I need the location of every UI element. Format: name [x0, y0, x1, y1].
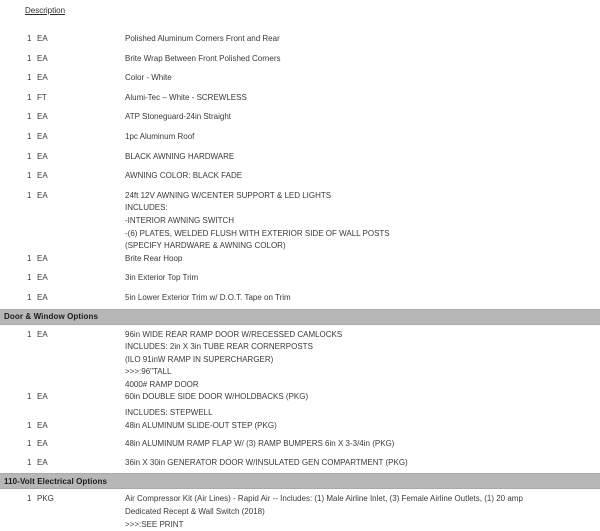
line-item — [0, 493, 600, 531]
item-quantity: 1 — [27, 420, 32, 430]
item-description — [125, 72, 600, 85]
document-header — [0, 4, 600, 33]
item-description — [125, 253, 600, 266]
item-unit: EA — [37, 73, 48, 83]
item-description-line: AWNING COLOR: BLACK FADE — [125, 171, 243, 181]
item-quantity: 1 — [27, 273, 32, 283]
item-description-line: (SPECIFY HARDWARE & AWNING COLOR) — [125, 241, 286, 251]
line-item — [0, 72, 600, 85]
item-description-line: 48in ALUMINUM SLIDE-OUT STEP (PKG) — [125, 420, 277, 430]
item-description-line: 4000# RAMP DOOR — [125, 379, 199, 389]
item-quantity: 1 — [27, 457, 32, 467]
line-item — [0, 131, 600, 144]
description-column-header: Description — [25, 6, 66, 15]
section-base-options — [0, 33, 600, 305]
line-item — [0, 151, 600, 164]
item-unit: EA — [37, 329, 48, 339]
item-unit: EA — [37, 131, 48, 141]
item-quantity: 1 — [27, 131, 32, 141]
item-description-line: -(6) PLATES, WELDED FLUSH WITH EXTERIOR SIDE OF WALL POSTS — [125, 228, 390, 238]
item-description-line: 1pc Aluminum Roof — [125, 131, 195, 141]
item-unit: FT — [37, 92, 47, 102]
line-item — [0, 391, 600, 419]
item-unit: EA — [37, 190, 48, 200]
item-quantity: 1 — [27, 329, 32, 339]
item-quantity: 1 — [27, 494, 32, 504]
section-header-110-volt-electrical-options — [0, 473, 600, 489]
item-quantity: 1 — [27, 392, 32, 402]
item-description — [125, 272, 600, 285]
item-description — [125, 53, 600, 66]
item-unit: PKG — [37, 494, 54, 504]
item-quantity: 1 — [27, 292, 32, 302]
item-description — [125, 457, 600, 470]
item-description-line: 3in Exterior Top Trim — [125, 273, 199, 283]
item-description-line: >>>:96"TALL — [125, 367, 172, 377]
item-quantity: 1 — [27, 73, 32, 83]
item-quantity: 1 — [27, 190, 32, 200]
section-title: 110-Volt Electrical Options — [4, 476, 108, 486]
item-description — [125, 493, 600, 531]
line-item — [0, 329, 600, 392]
line-item — [0, 190, 600, 253]
item-description-line: 5in Lower Exterior Trim w/ D.O.T. Tape on Trim — [125, 292, 291, 302]
item-unit: EA — [37, 151, 48, 161]
item-unit: EA — [37, 292, 48, 302]
item-quantity: 1 — [27, 253, 32, 263]
item-description-line: INCLUDES: STEPWELL — [125, 408, 213, 418]
item-description — [125, 170, 600, 183]
item-unit: EA — [37, 439, 48, 449]
item-quantity: 1 — [27, 112, 32, 122]
line-item — [0, 420, 600, 433]
line-item — [0, 111, 600, 124]
line-item — [0, 33, 600, 46]
item-unit: EA — [37, 253, 48, 263]
item-unit: EA — [37, 53, 48, 63]
item-description-line: Color - White — [125, 73, 172, 83]
line-item — [0, 170, 600, 183]
item-description-line: Air Compressor Kit (Air Lines) - Rapid Air -- Includes: (1) Male Airline Inlet, (3) Female Airline Outlets, (1) 20 amp — [125, 494, 523, 504]
item-quantity: 1 — [27, 151, 32, 161]
item-unit: EA — [37, 112, 48, 122]
item-description-line: 48in ALUMINUM RAMP FLAP W/ (3) RAMP BUMPERS 6in X 3-3/4in (PKG) — [125, 439, 395, 449]
item-description-line: Brite Rear Hoop — [125, 253, 183, 263]
item-description-line: ATP Stoneguard-24in Straight — [125, 112, 231, 122]
item-description-line: INCLUDES: — [125, 203, 168, 213]
item-description-line: 36in X 30in GENERATOR DOOR W/INSULATED GEN COMPARTMENT (PKG) — [125, 457, 408, 467]
item-unit: EA — [37, 392, 48, 402]
item-quantity: 1 — [27, 53, 32, 63]
line-item — [0, 292, 600, 305]
item-description — [125, 329, 600, 392]
item-description — [125, 391, 600, 419]
item-description — [125, 190, 600, 253]
item-quantity: 1 — [27, 92, 32, 102]
item-description-line: 24ft 12V AWNING W/CENTER SUPPORT & LED LIGHTS — [125, 190, 332, 200]
item-description — [125, 420, 600, 433]
section-110-volt-electrical-options — [0, 493, 600, 531]
item-description — [125, 292, 600, 305]
item-description-line: Brite Wrap Between Front Polished Corners — [125, 53, 281, 63]
line-item — [0, 457, 600, 470]
item-description — [125, 438, 600, 451]
item-unit: EA — [37, 34, 48, 43]
section-title: Door & Window Options — [4, 312, 99, 321]
item-description-line: INCLUDES: 2in X 3in TUBE REAR CORNERPOSTS — [125, 342, 313, 352]
item-unit: EA — [37, 420, 48, 430]
item-description-line: Alumi-Tec – White - SCREWLESS — [125, 92, 247, 102]
item-description — [125, 111, 600, 124]
item-description-line: 96in WIDE REAR RAMP DOOR W/RECESSED CAMLOCKS — [125, 329, 343, 339]
item-unit: EA — [37, 273, 48, 283]
item-description-line: 60in DOUBLE SIDE DOOR W/HOLDBACKS (PKG) — [125, 392, 309, 402]
item-description — [125, 92, 600, 105]
item-unit: EA — [37, 171, 48, 181]
item-description-line: Polished Aluminum Corners Front and Rear — [125, 34, 280, 43]
line-item — [0, 253, 600, 266]
item-quantity: 1 — [27, 171, 32, 181]
item-quantity: 1 — [27, 34, 32, 43]
section-header-door-window-options — [0, 309, 600, 325]
line-item — [0, 92, 600, 105]
item-description — [125, 151, 600, 164]
item-description-line: -INTERIOR AWNING SWITCH — [125, 215, 235, 225]
item-description-line: (ILO 91inW RAMP IN SUPERCHARGER) — [125, 354, 274, 364]
item-description-line: Dedicated Recept & Wall Switch (2018) — [125, 507, 265, 517]
section-door-window-options — [0, 329, 600, 470]
line-item — [0, 438, 600, 451]
item-description-line: BLACK AWNING HARDWARE — [125, 151, 235, 161]
item-description — [125, 33, 600, 46]
line-item — [0, 272, 600, 285]
line-item — [0, 53, 600, 66]
item-unit: EA — [37, 457, 48, 467]
item-description — [125, 131, 600, 144]
item-quantity: 1 — [27, 439, 32, 449]
item-description-line: >>>:SEE PRINT — [125, 519, 184, 529]
